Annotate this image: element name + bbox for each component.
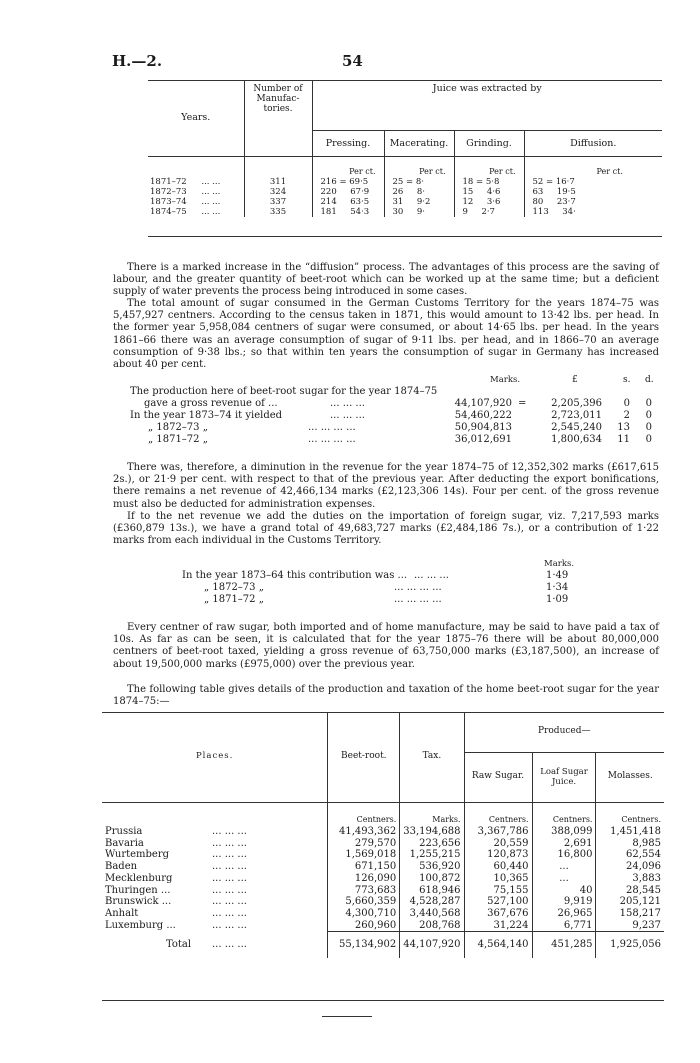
table-row: Wurtemberg ... ... ... 1,569,018 1,255,215 120,873 16,800 62,554 [102, 849, 664, 861]
manufactories-cell: 337 [244, 197, 312, 207]
page-number: 54 [342, 52, 363, 70]
revenue-intro: The production here of beet-root sugar for the year 1874–75 [130, 386, 438, 397]
revenue-shillings: 13 [617, 422, 630, 433]
revenue-s-header: s. [623, 375, 631, 385]
revenue-pence: 0 [645, 398, 652, 409]
place-name: Wurtemberg [105, 849, 170, 861]
revenue-row-label: „ 1872–73 „ [148, 422, 208, 433]
raw-sugar-header: Raw Sugar. [464, 752, 532, 802]
method-diffusion: Diffusion. [524, 131, 662, 157]
leader-dots: ... ... ... [330, 410, 365, 421]
revenue-row-label: gave a gross revenue of ... [144, 398, 278, 409]
manufactories-cell: 311 [244, 177, 312, 187]
contribution-value: 1·49 [546, 570, 569, 581]
paragraph-table-intro: The following table gives details of the production and taxation of the home beet-root sugar for the year 1874–75:— [113, 684, 659, 708]
place-name: Anhalt [105, 907, 139, 919]
revenue-marks: 50,904,813 [454, 422, 512, 433]
pressing-unit: Per ct. [312, 157, 384, 177]
revenue-pence: 0 [645, 410, 652, 421]
macerating-unit: Per ct. [384, 157, 454, 177]
production-taxation-table [102, 712, 664, 958]
paragraph-raw-sugar-tax: Every centner of raw sugar, both imported and of home manufacture, may be said to have paid a tax of 10s. As far as can be seen, it is calculated that for the year 1875–76 there will be about 80,000,000 centners of beet-root taxed, yielding a gross revenue of 63,750,000 marks (£3,187,500), an increase of about 19,500,000 marks (£975,000) over the previous year. [113, 622, 659, 670]
place-name: Luxemburg ... [105, 919, 176, 931]
leader-dots: ... ... ... [330, 398, 365, 409]
place-name: Prussia [105, 826, 143, 837]
table1-bottom-rule [148, 236, 662, 237]
revenue-d-header: d. [645, 375, 654, 385]
year-cell: 1874–75 [150, 206, 187, 217]
raw-sugar-unit: Centners. [464, 802, 532, 826]
manufactories-cell: 335 [244, 207, 312, 217]
revenue-marks: 44,107,920 [454, 398, 512, 409]
table-row: Brunswick ... ... ... ... 5,660,359 4,528,287 527,100 9,919 205,121 [102, 896, 664, 908]
revenue-pounds: 2,545,240 [551, 422, 602, 433]
places-header: Places. [195, 750, 234, 761]
contribution-value: 1·34 [546, 582, 569, 593]
revenue-shillings: 11 [617, 434, 630, 445]
document-code: H.—2. [112, 52, 163, 70]
leader-dots: ... ... ... [414, 570, 449, 581]
leader-dots: ... ... ... ... [394, 582, 442, 593]
paragraph-diminution: There was, therefore, a diminution in the revenue for the year 1874–75 of 12,352,302 marks (£617,615 2s.), or 21·9 per cent. with respect to that of the previous year. After deducting the export bonifications, there remains a net revenue of 42,466,134 marks (£2,123,306 14s). Four per cent. of the gross revenue must also be deducted for administration expenses. [113, 462, 659, 510]
year-cell: 1871–72 [150, 176, 187, 187]
tax-unit: Marks. [400, 802, 464, 826]
equals-sign: = [518, 398, 527, 409]
table-row: 1873–74 ... ... 337 214 63·5 31 9·2 12 3·6 80 23·7 [148, 197, 662, 207]
method-macerating: Macerating. [384, 131, 454, 157]
juice-extracted-header: Juice was extracted by [312, 80, 662, 131]
total-label: Total [166, 938, 192, 950]
total-row: Total ... ... ... 55,134,902 44,107,920 4,564,140 451,285 1,925,056 [102, 932, 664, 958]
revenue-row-label: „ 1871–72 „ [148, 434, 208, 445]
loaf-sugar-unit: Centners. [532, 802, 596, 826]
table-row: Prussia ... ... ... 41,493,362 33,194,688 3,367,786 388,099 1,451,418 [102, 826, 664, 838]
loaf-sugar-header: Loaf Sugar Juice. [532, 752, 596, 802]
beet-root-header: Beet-root. [328, 712, 400, 802]
table-row: 1871–72 ... ... 311 216 = 69·5 25 = 8· 18 = 5·8 52 = 16·7 [148, 177, 662, 187]
method-pressing: Pressing. [312, 131, 384, 157]
table-row: Anhalt ... ... ... 4,300,710 3,440,568 367,676 26,965 158,217 [102, 908, 664, 920]
revenue-row-label: In the year 1873–74 it yielded [130, 410, 283, 421]
molasses-header: Molasses. [596, 752, 664, 802]
revenue-pence: 0 [645, 434, 652, 445]
paragraph-consumption: The total amount of sugar consumed in the German Customs Territory for the years 1874–75 was 5,457,927 centners. According to the census taken in 1871, this would amount to 13·42 lbs. per head. In the former year 5,958,084 centners of sugar were consumed, or about 14·65 lbs. per head. In the years 1861–66 there was an average consumption of sugar of 9·11 lbs. per head, and in 1866–70 an average consumption of 9·38 lbs.; so that within ten years the consumption of sugar in Germany has increased about 40 per cent. [113, 298, 659, 371]
grinding-unit: Per ct. [454, 157, 524, 177]
table-row: Luxemburg ... ... ... ... 260,960 208,768 31,224 6,771 9,237 [102, 920, 664, 932]
end-rule [322, 1016, 372, 1017]
produced-header: Produced— [464, 712, 664, 752]
table-row: Bavaria ... ... ... 279,570 223,656 20,559 2,691 8,985 [102, 838, 664, 850]
place-name: Thuringen ... [105, 884, 171, 896]
contribution-value: 1·09 [546, 594, 569, 605]
place-name: Bavaria [105, 837, 144, 849]
revenue-pence: 0 [645, 422, 652, 433]
leader-dots: ... ... ... ... [394, 594, 442, 605]
place-name: Baden [105, 861, 138, 873]
molasses-unit: Centners. [596, 802, 664, 826]
col-manufactories-header: Number of Manufac- tories. [244, 80, 312, 157]
paragraph-diffusion: There is a marked increase in the “diffusion” process. The advantages of this process are the saving of labour, and the greater quantity of beet-root which can be worked up at the same time; but a deficient supply of water prevents the process being introduced in some cases. [113, 262, 659, 298]
juice-extraction-table [148, 80, 662, 217]
table2-bottom-rule [102, 1000, 664, 1001]
tax-header: Tax. [400, 712, 464, 802]
revenue-pounds: 1,800,634 [551, 434, 602, 445]
table-row: Thuringen ... ... ... ... 773,683 618,946 75,155 40 28,545 [102, 885, 664, 897]
revenue-marks: 54,460,222 [454, 410, 512, 421]
revenue-marks-header: Marks. [490, 375, 521, 385]
col-years-header: Years. [181, 112, 211, 123]
contribution-row-label: „ 1871–72 „ [204, 594, 264, 605]
year-cell: 1873–74 [150, 196, 187, 207]
revenue-shillings: 2 [623, 410, 630, 421]
revenue-shillings: 0 [623, 398, 630, 409]
leader-dots: ... ... ... ... [308, 422, 356, 433]
revenue-pound-header: £ [572, 375, 578, 385]
place-name: Brunswick ... [105, 896, 172, 908]
contribution-marks-header: Marks. [544, 559, 575, 569]
revenue-pounds: 2,205,396 [551, 398, 602, 409]
place-name: Mecklenburg [105, 872, 173, 884]
table-row: 1872–73 ... ... 324 220 67·9 26 8· 15 4·6 63 19·5 [148, 187, 662, 197]
table-row: Baden ... ... ... 671,150 536,920 60,440 ... 24,096 [102, 861, 664, 873]
leader-dots: ... ... ... ... [308, 434, 356, 445]
diffusion-unit: Per ct. [524, 157, 662, 177]
year-cell: 1872–73 [150, 186, 187, 197]
revenue-pounds: 2,723,011 [551, 410, 602, 421]
paragraph-net-revenue: If to the net revenue we add the duties on the importation of foreign sugar, viz. 7,217,593 marks (£360,879 13s.), we have a grand total of 49,683,727 marks (£2,484,186 7s.), or a contribution of 1·22 marks from each individual in the Customs Territory. [113, 511, 659, 547]
contribution-row-label: „ 1872–73 „ [204, 582, 264, 593]
revenue-marks: 36,012,691 [454, 434, 512, 445]
table-row: 1874–75 ... ... 335 181 54·3 30 9· 9 2·7 113 34· [148, 207, 662, 217]
method-grinding: Grinding. [454, 131, 524, 157]
table-row: Mecklenburg ... ... ... 126,090 100,872 10,365 ... 3,883 [102, 873, 664, 885]
contribution-row-label: In the year 1873–64 this contribution was ... [182, 570, 408, 581]
beet-root-unit: Centners. [328, 802, 400, 826]
manufactories-cell: 324 [244, 187, 312, 197]
